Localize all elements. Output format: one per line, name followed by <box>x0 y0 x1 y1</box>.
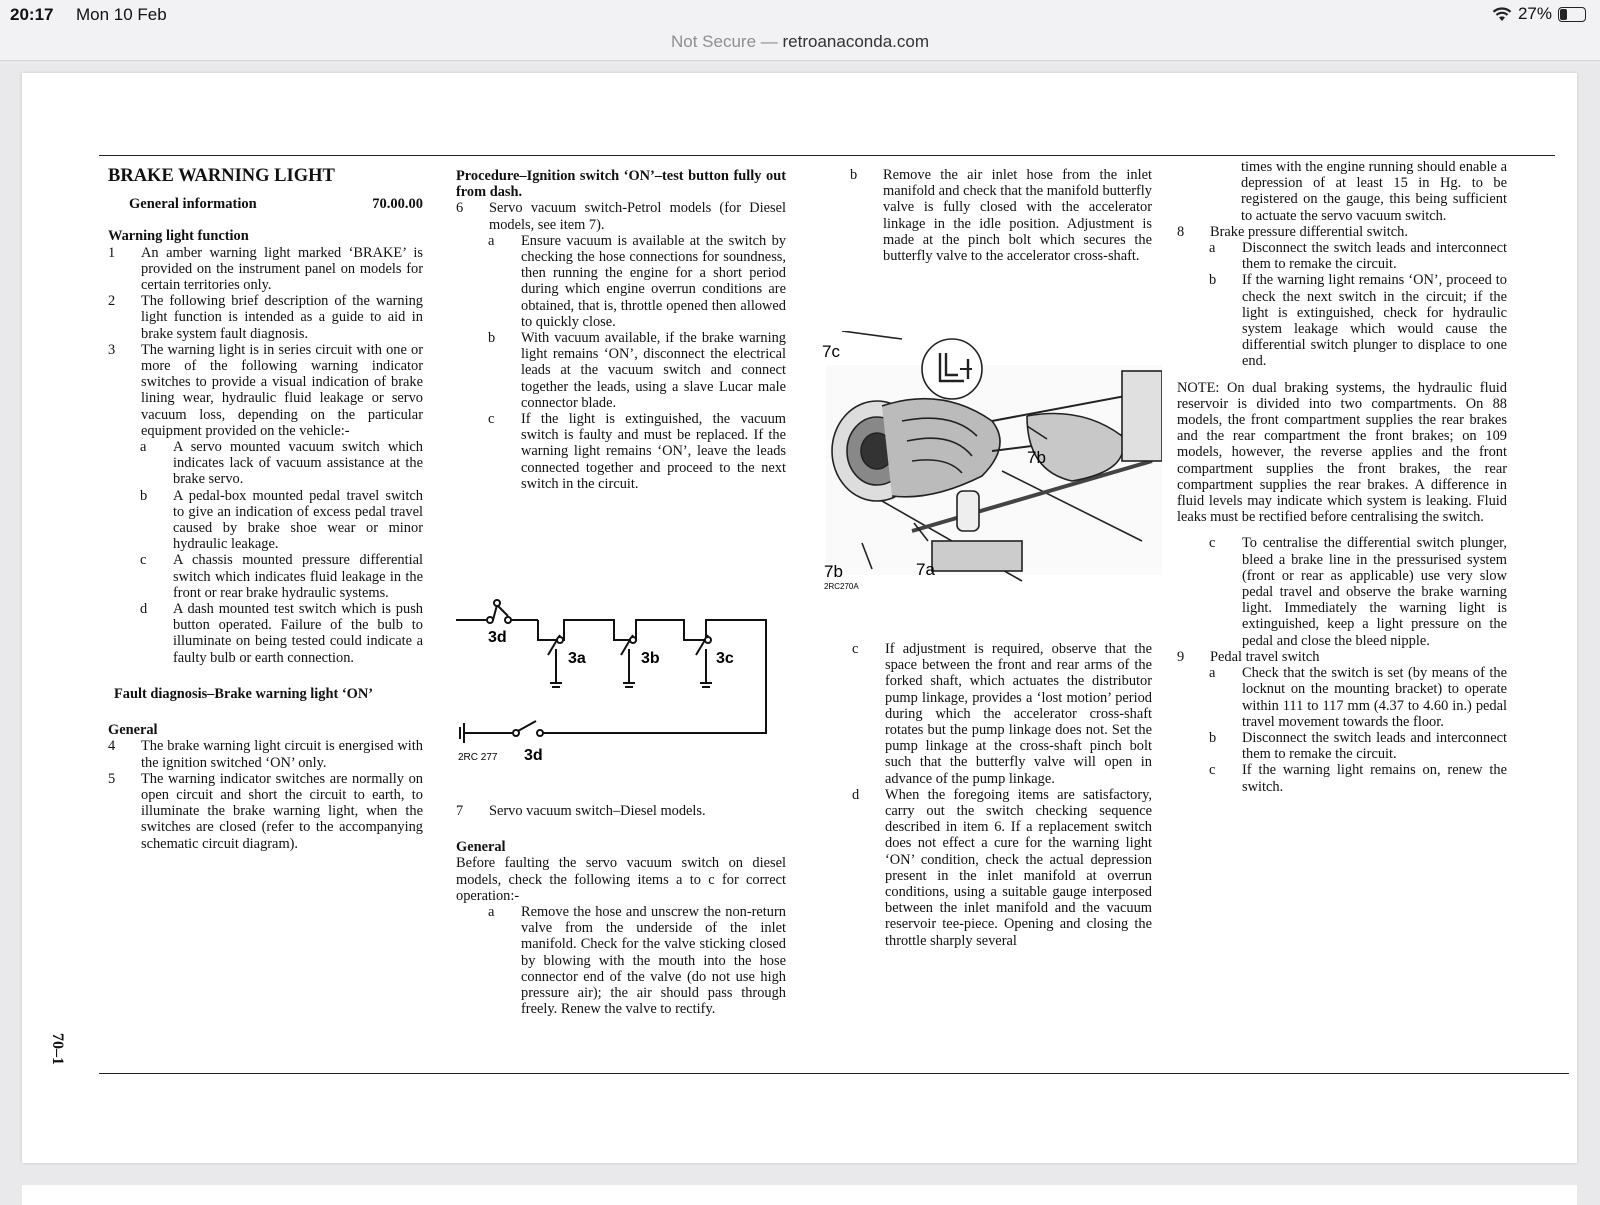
circuit-diagram <box>456 583 786 763</box>
item-9: 9 Pedal travel switch <box>1177 648 1320 665</box>
diagram-ref: 2RC 277 <box>458 752 498 763</box>
label-3a: 3a <box>568 650 586 667</box>
address-bar[interactable] <box>0 30 1600 61</box>
label-7c: 7c <box>822 342 840 361</box>
top-rule <box>99 155 1555 156</box>
column-4 <box>1177 159 1507 795</box>
column-2-lower <box>456 803 786 1017</box>
item-8a: a Disconnect the switch leads and interconnect them to remake the circuit. <box>1209 240 1507 273</box>
page-number: 70–1 <box>49 1033 66 1065</box>
item-9b: b Disconnect the switch leads and interconnect them to remake the circuit. <box>1209 729 1507 763</box>
procedure-heading: Procedure–Ignition switch ‘ON’–test button fully out from dash. <box>456 168 786 201</box>
label-7b-right: 7b <box>1027 448 1046 467</box>
label-7b-left: 7b <box>824 562 843 581</box>
item-8: 8 Brake pressure differential switch. <box>1177 223 1408 240</box>
wifi-icon <box>1492 6 1512 22</box>
column-2 <box>456 168 786 492</box>
item-3a: a A servo mounted vacuum switch which indicates lack of vacuum assistance at the brake servo. <box>140 439 423 488</box>
item-5: 5 The warning indicator switches are normally on open circuit and short the circuit to earth, to illuminate the brake warning light, when the switches are closed (refer to the accompanying schematic circuit diagram). <box>108 770 423 852</box>
item-2: 2 The following brief description of the warning light function is intended as a guide to aid in brake system fault diagnosis. <box>108 293 423 342</box>
general-heading-2: General <box>456 839 506 856</box>
url-domain: retroanaconda.com <box>782 32 929 51</box>
status-time: 20:17 <box>10 5 54 24</box>
bottom-rule <box>99 1073 1569 1074</box>
item-7c: c If adjustment is required, observe that the space between the front and rear arms of the forked shaft, which actuates the distributor pump linkage, provides a ‘lost motion’ period during which the accelerator cross-shaft rotates but the pump linkage does not. Set the pump linkage at the cross-shaft pinch bolt such that the butterfly valve will open in advance of the pump linkage. <box>852 641 1152 787</box>
item-4: 4 The brake warning light circuit is energised with the ignition switched ‘ON’ only. <box>108 738 423 771</box>
item-6c: c If the light is extinguished, the vacuum switch is faulty and must be replaced. If the warning light remains ‘ON’, leave the leads connected together and proceed to the next switch in the circuit. <box>488 411 786 492</box>
item-6a: a Ensure vacuum is available at the switch by checking the hose connections for soundness, then running the engine for a short period during which engine overrun conditions are obtained, that is, throttle opened then allowed to quickly close. <box>488 232 786 330</box>
item-3d: d A dash mounted test switch which is push button operated. Failure of the bulb to illuminate on being tested could indicate a faulty bulb or earth connection. <box>140 601 423 666</box>
label-3c: 3c <box>716 650 734 667</box>
fault-diagnosis-heading: Fault diagnosis–Brake warning light ‘ON’ <box>114 685 374 702</box>
warning-function-heading: Warning light function <box>108 228 249 245</box>
item-9a: a Check that the switch is set (by means of the locknut on the mounting bracket) to operate within 111 to 117 mm (4.37 to 4.60 in.) pedal travel movement towards the floor. <box>1209 665 1507 730</box>
item-3c: c A chassis mounted pressure differential switch which indicates fluid leakage in the front or rear brake hydraulic systems. <box>140 552 423 601</box>
battery-icon <box>1558 7 1586 22</box>
general-information-row <box>108 196 423 212</box>
status-right <box>1492 4 1586 24</box>
general-text-7: Before faulting the servo vacuum switch on diesel models, check the following items a to c for correct operation:- <box>456 855 786 904</box>
column-3 <box>822 167 1152 264</box>
engine-figure <box>822 331 1162 591</box>
label-3d-top: 3d <box>488 629 507 646</box>
item-7a: a Remove the hose and unscrew the non-return valve from the underside of the inlet manifold. Check for the valve sticking closed by blowing with the mouth into the hose connector end of the valve (do not use high pressure air); the air should pass through freely. Renew the valve to rectify. <box>488 904 786 1018</box>
column-3-lower <box>822 641 1152 949</box>
continued-text: times with the engine running should enable a depression of at least 15 in Hg. to be registered on the gauge, this being sufficient to actuate the servo vacuum switch. <box>1241 159 1507 224</box>
item-1: 1 An amber warning light marked ‘BRAKE’ is provided on the instrument panel on models for certain territories only. <box>108 244 423 294</box>
label-3d-bottom: 3d <box>524 747 543 763</box>
section-code: 70.00.00 <box>372 196 423 213</box>
item-3: 3 The warning light is in series circuit with one or more of the following warning indicator switches to provide a visual indication of brake lining wear, hydraulic fluid leakage or servo vacuum loss, depending on the particular equipment provided on the vehicle:- <box>108 341 423 439</box>
status-date: Mon 10 Feb <box>76 5 167 24</box>
general-heading-1: General <box>108 722 158 739</box>
item-3b: b A pedal-box mounted pedal travel switch to give an indication of excess pedal travel caused by brake shoe wear or minor hydraulic leakage. <box>140 487 423 553</box>
item-7b: b Remove the air inlet hose from the inlet manifold and check that the manifold butterfly valve is fully closed with the accelerator linkage in the idle position. Adjustment is made at the pinch bolt which secures the butterfly valve to the accelerator cross-shaft. <box>850 167 1152 265</box>
item-7d: d When the foregoing items are satisfactory, carry out the switch checking sequence described in item 6. If a replacement switch does not effect a cure for the warning light ‘ON’ condition, check the actual depression present in the inlet manifold at overrun conditions, using a suitable gauge interposed between the inlet manifold and the vacuum reservoir tee-piece. Opening and closing the throttle sharply several <box>852 786 1152 949</box>
item-6b: b With vacuum available, if the brake warning light remains ‘ON’, disconnect the electrical leads at the vacuum switch and connect together the leads, using a slave Lucar male connector blade. <box>488 330 786 411</box>
item-8c: c To centralise the differential switch plunger, bleed a brake line in the pressurised system (front or rear as applicable) use very slow pedal travel and observe the brake warning light. Immediately the warning light is extinguished, keep a light pressure on the pedal and close the bleed nipple. <box>1209 535 1507 649</box>
not-secure-label: Not Secure <box>671 32 757 51</box>
column-1 <box>108 168 423 852</box>
item-9c: c If the warning light remains on, renew the switch. <box>1209 762 1507 795</box>
document-page <box>22 73 1577 1163</box>
next-page <box>22 1185 1577 1205</box>
section-title: BRAKE WARNING LIGHT <box>108 166 335 186</box>
label-7a: 7a <box>916 560 935 579</box>
figure-ref: 2RC270A <box>824 582 859 591</box>
general-information-label: General information <box>129 196 257 213</box>
status-bar <box>0 0 1600 30</box>
item-6: 6 Servo vacuum switch-Petrol models (for Diesel models, see item 7). <box>456 200 786 233</box>
note-text: NOTE: On dual braking systems, the hydraulic fluid reservoir is divided into two compartments. On 88 models, the front compartment supplies the rear brakes and the rear compartment the front brakes; on 109 models, however, the reverse applies and the front compartment supplies the front brakes, the rear compartment supplies the rear brakes. A difference in fluid levels may indicate which system is leaking. Fluid leaks must be rectified before centralising the switch. <box>1177 379 1507 526</box>
item-8b: b If the warning light remains ‘ON’, proceed to check the next switch in the circuit; if the light is extinguished, check for hydraulic system leakage which would cause the differential switch plunger to displace to one end. <box>1209 272 1507 370</box>
url-separator: — <box>760 32 778 51</box>
item-7: 7 Servo vacuum switch–Diesel models. <box>456 803 706 819</box>
battery-percent: 27% <box>1517 4 1552 23</box>
label-3b: 3b <box>641 650 660 667</box>
